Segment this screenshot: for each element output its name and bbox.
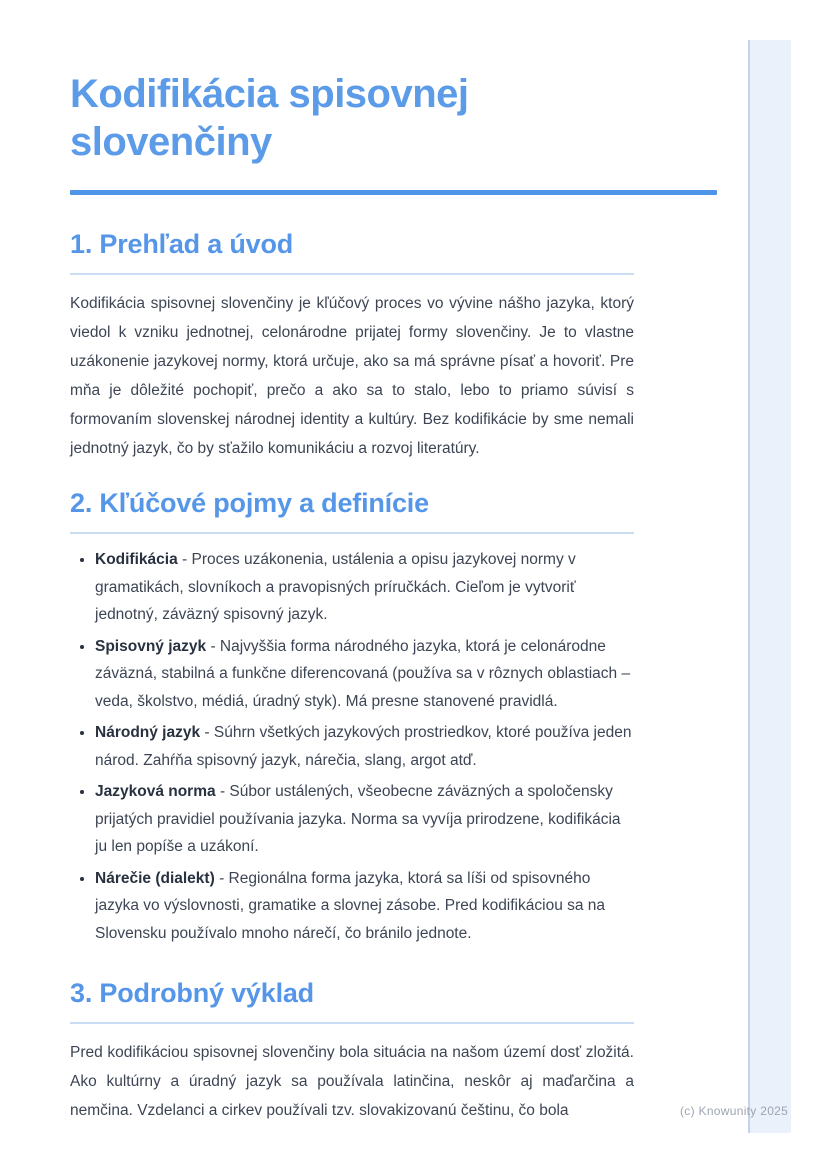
section-divider [70, 532, 634, 534]
section-key-terms [70, 487, 634, 947]
list-item-spisovny-jazyk [95, 633, 634, 716]
list-item-jazykova-norma [95, 778, 634, 861]
title-divider [70, 190, 717, 195]
section-detail [70, 977, 634, 1125]
section-heading-overview: 1. Prehľad a úvod [70, 229, 294, 259]
section-heading-detail: 3. Podrobný výklad [70, 978, 314, 1008]
term-definition: - Súhrn všetkých jazykových prostriedkov, ktoré používa jeden národ. Zahŕňa spisovný jazyk, nárečia, slang, argot atď. [95, 724, 632, 769]
section-divider [70, 273, 634, 275]
term-label: Nárečie (dialekt) [95, 869, 215, 887]
term-definition: - Regionálna forma jazyka, ktorá sa líši od spisovného jazyka vo výslovnosti, gramatike a slovnej zásobe. Pred kodifikáciou sa na Slovensku používalo mnoho nárečí, čo bránilo jednote. [95, 869, 606, 942]
term-definition: - Proces uzákonenia, ustálenia a opisu jazykovej normy v gramatikách, slovníkoch a pravopisných príručkách. Cieľom je vytvoriť jednotný, záväzný spisovný jazyk. [95, 551, 576, 623]
section-overview [70, 228, 634, 463]
list-item-kodifikacia [95, 546, 634, 629]
terms-list [70, 546, 634, 947]
document-content [70, 0, 634, 1125]
term-definition: - Najvyššia forma národného jazyka, ktorá je celonárodne záväzná, stabilná a funkčne diferencovaná (používa sa v rôznych oblastiach – veda, školstvo, médiá, úradný styk). Má presne stanovené pravidlá. [95, 637, 631, 710]
section-heading-key-terms: 2. Kľúčové pojmy a definície [70, 488, 429, 518]
term-label: Národný jazyk [95, 724, 201, 741]
term-label: Jazyková norma [95, 783, 216, 800]
term-label: Spisovný jazyk [95, 637, 207, 655]
page-title: Kodifikácia spisovnej slovenčiny [70, 72, 469, 164]
page-edge-stripe [748, 40, 791, 1133]
copyright-footer: (c) Knowunity 2025 [680, 1104, 789, 1118]
overview-paragraph: Kodifikácia spisovnej slovenčiny je kľúčový proces vo vývine nášho jazyka, ktorý viedol k vzniku jednotnej, celonárodne prijatej formy slovenčiny. Je to vlastne uzákonenie jazykovej normy, ktorá určuje, ako sa má správne písať a hovoriť. Pre mňa je dôležité pochopiť, prečo a ako sa to stalo, lebo to priamo súvisí s formovaním slovenskej národnej identity a kultúry. Bez kodifikácie by sme nemali jednotný jazyk, čo by sťažilo komunikáciu a rozvoj literatúry. [70, 295, 634, 457]
list-item-narodny-jazyk [95, 719, 634, 774]
term-label: Kodifikácia [95, 551, 178, 568]
detail-paragraph: Pred kodifikáciou spisovnej slovenčiny bola situácia na našom území dosť zložitá. Ako kultúrny a úradný jazyk sa používala latinčina, neskôr aj maďarčina a nemčina. Vzdelanci a cirkev používali tzv. slovakizovanú češtinu, čo bola [70, 1044, 634, 1119]
list-item-narecie [95, 865, 634, 948]
term-definition: - Súbor ustálených, všeobecne záväzných a spoločensky prijatých pravidiel používania jazyka. Norma sa vyvíja prirodzene, kodifikácia ju len popíše a uzákoní. [95, 783, 621, 855]
section-divider [70, 1022, 634, 1024]
